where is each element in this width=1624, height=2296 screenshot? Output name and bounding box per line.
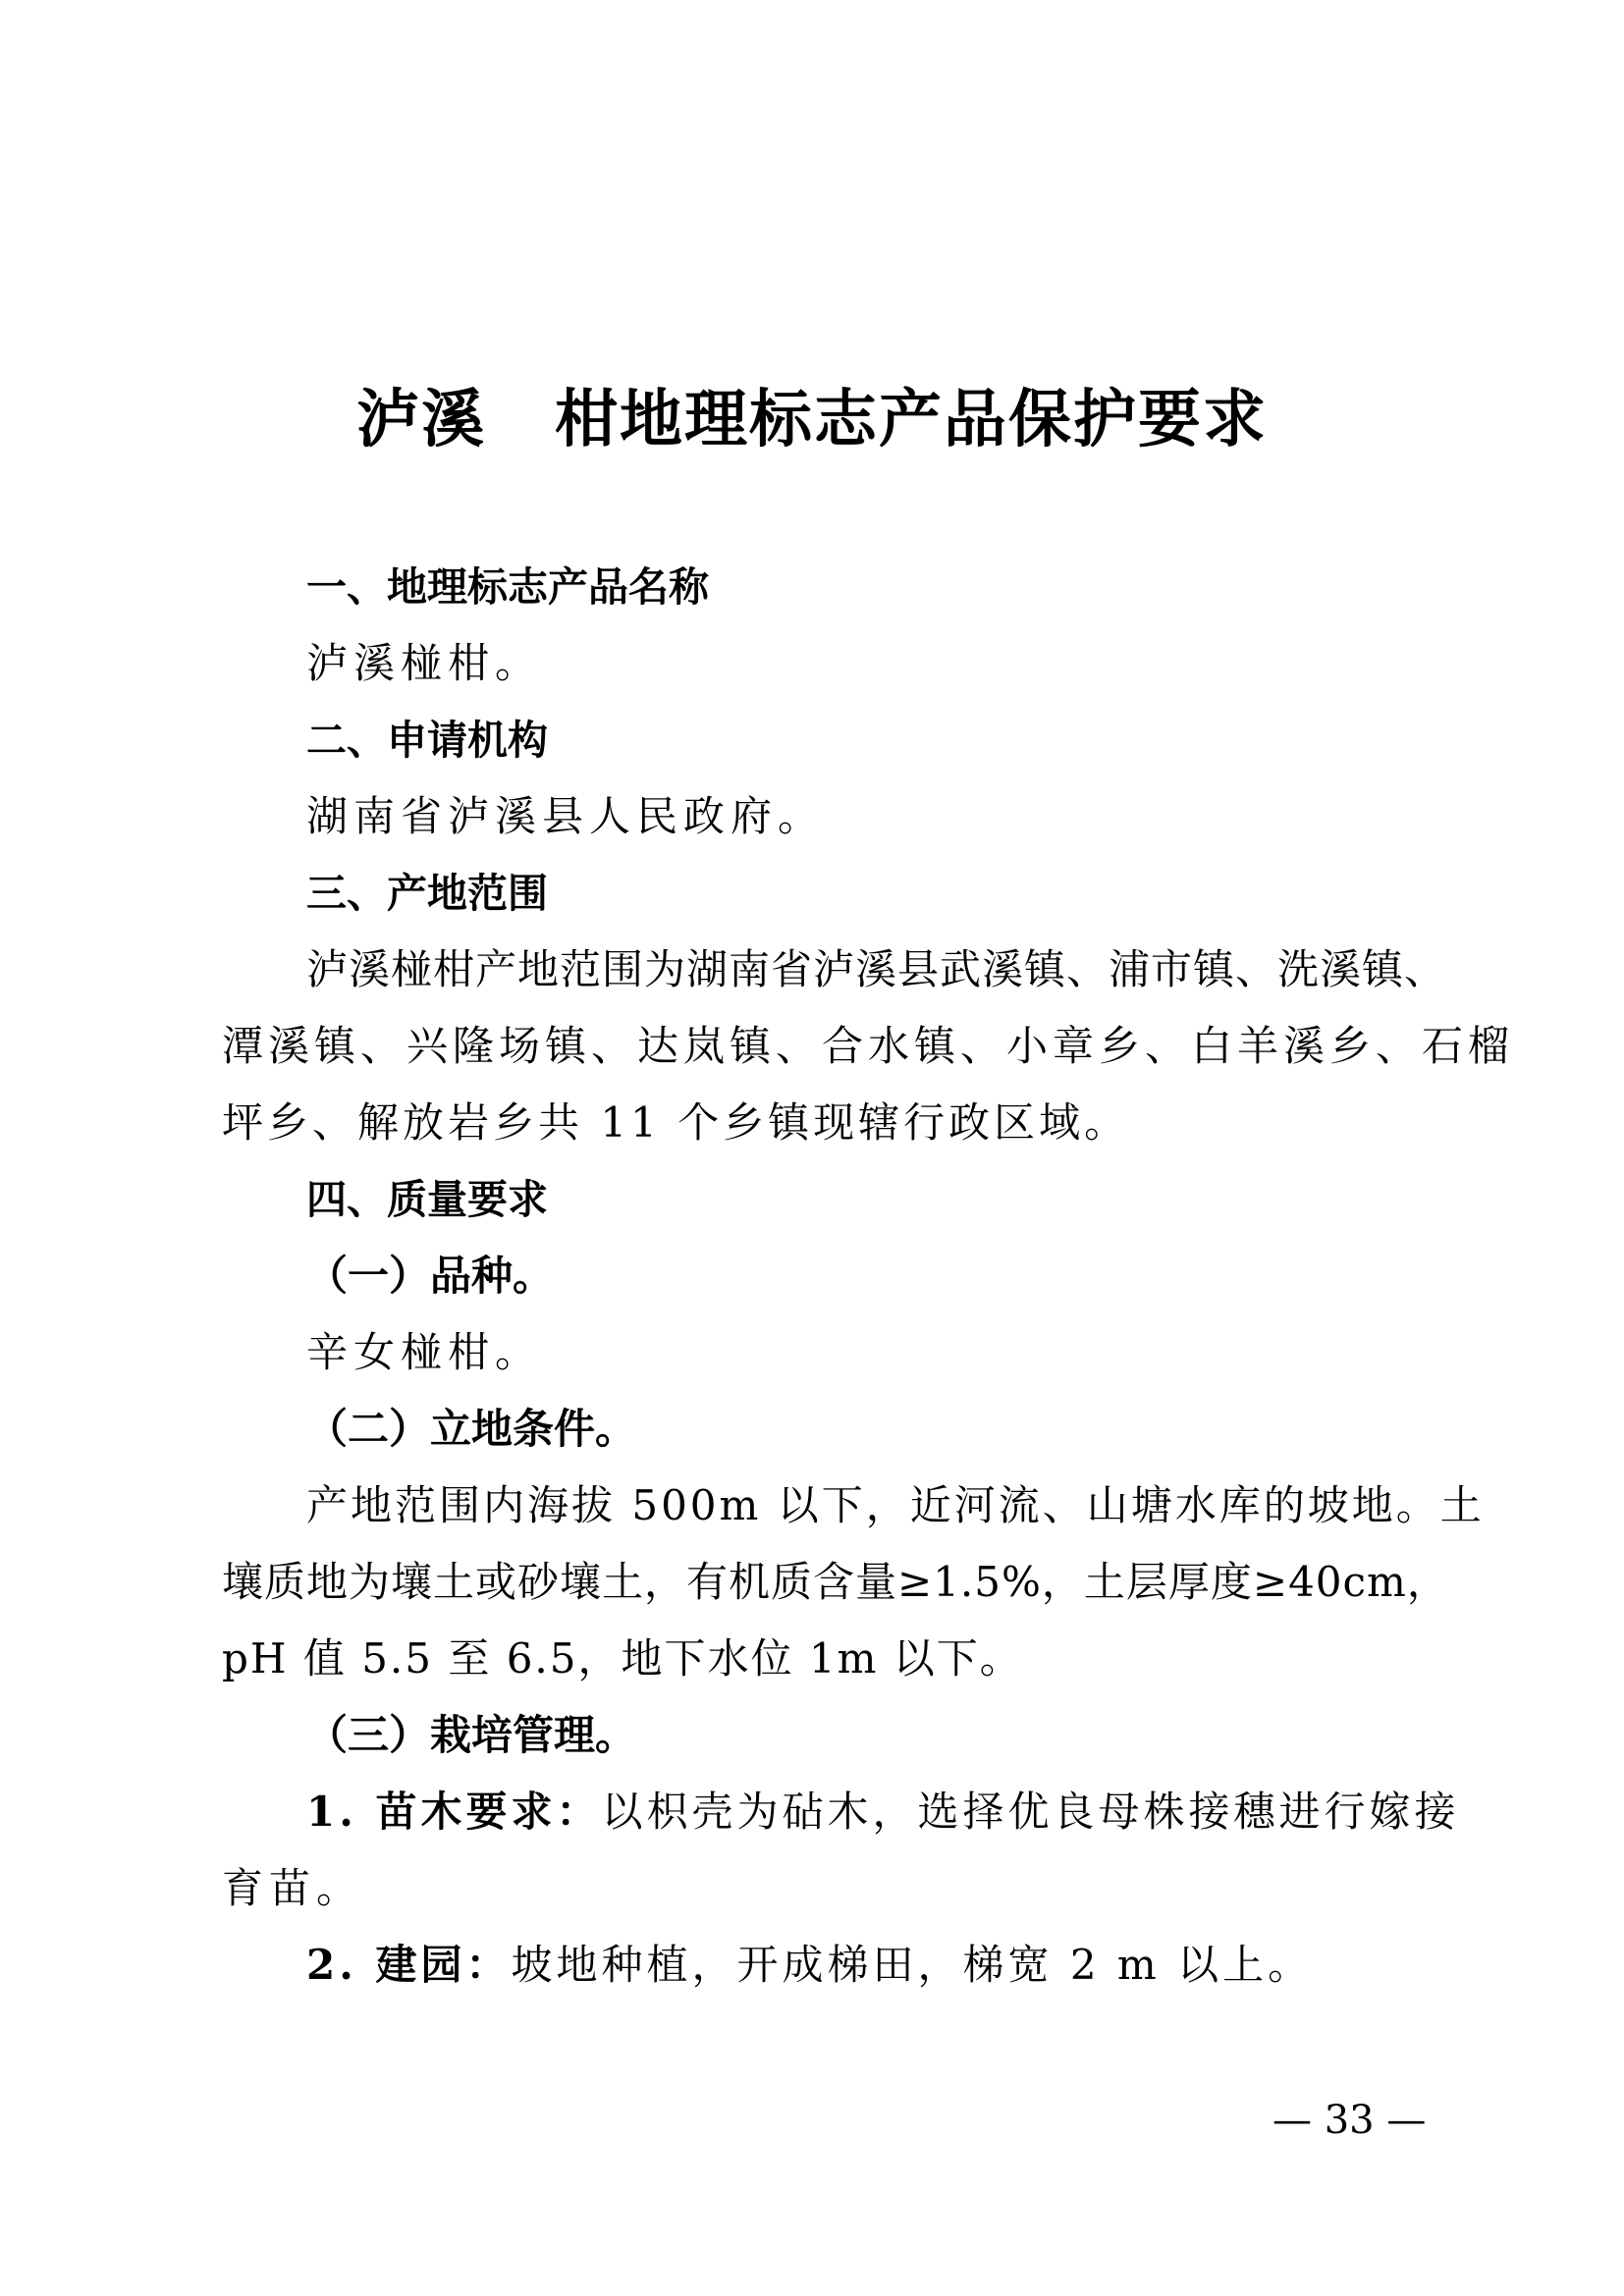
section-4-subheading-2: （二）立地条件。 bbox=[306, 1405, 637, 1453]
section-4-subheading-2-line-2: 壤质地为壤土或砂壤土，有机质含量≥1.5%，土层厚度≥40cm， bbox=[222, 1558, 1449, 1606]
section-2-body: 湖南省泸溪县人民政府。 bbox=[306, 792, 826, 840]
section-4-subheading-1-body: 辛女椪柑。 bbox=[306, 1328, 543, 1376]
section-1-body: 泸溪椪柑。 bbox=[306, 639, 543, 687]
title-part-1: 泸溪 bbox=[356, 383, 486, 456]
section-4-subheading-1: （一）品种。 bbox=[306, 1252, 555, 1300]
item-1-line-1 bbox=[306, 1783, 1459, 1842]
section-3-line-1: 泸溪椪柑产地范围为湖南省泸溪县武溪镇、浦市镇、洗溪镇、 bbox=[306, 945, 1447, 993]
item-1-line-2: 育苗。 bbox=[222, 1864, 364, 1912]
section-4-subheading-2-line-1: 产地范围内海拔 500m 以下，近河流、山塘水库的坡地。土 bbox=[306, 1481, 1485, 1529]
title-part-2: 柑地理标志产品保护要求 bbox=[555, 383, 1268, 456]
section-4-subheading-2-line-3: pH 值 5.5 至 6.5，地下水位 1m 以下。 bbox=[222, 1634, 1023, 1682]
item-2-line bbox=[306, 1936, 1313, 1995]
section-2-heading: 二、申请机构 bbox=[306, 717, 548, 764]
item-2-text: 坡地种植，开成梯田，梯宽 2 m 以上。 bbox=[511, 1941, 1314, 1989]
section-4-subheading-3: （三）栽培管理。 bbox=[306, 1711, 637, 1759]
item-2-label: 2. 建园： bbox=[306, 1941, 512, 1989]
section-3-heading: 三、产地范围 bbox=[306, 870, 548, 917]
section-1-heading: 一、地理标志产品名称 bbox=[306, 563, 709, 611]
item-1-label: 1. 苗木要求： bbox=[306, 1788, 602, 1836]
page-number: — 33 — bbox=[1272, 2098, 1427, 2143]
item-1-text: 以枳壳为砧木，选择优良母株接穗进行嫁接 bbox=[601, 1788, 1460, 1836]
section-3-line-3: 坪乡、解放岩乡共 11 个乡镇现辖行政区域。 bbox=[222, 1098, 1130, 1147]
section-4-heading: 四、质量要求 bbox=[306, 1176, 548, 1223]
section-3-line-2: 潭溪镇、兴隆场镇、达岚镇、合水镇、小章乡、白羊溪乡、石榴 bbox=[222, 1022, 1515, 1070]
document-title bbox=[0, 381, 1624, 459]
